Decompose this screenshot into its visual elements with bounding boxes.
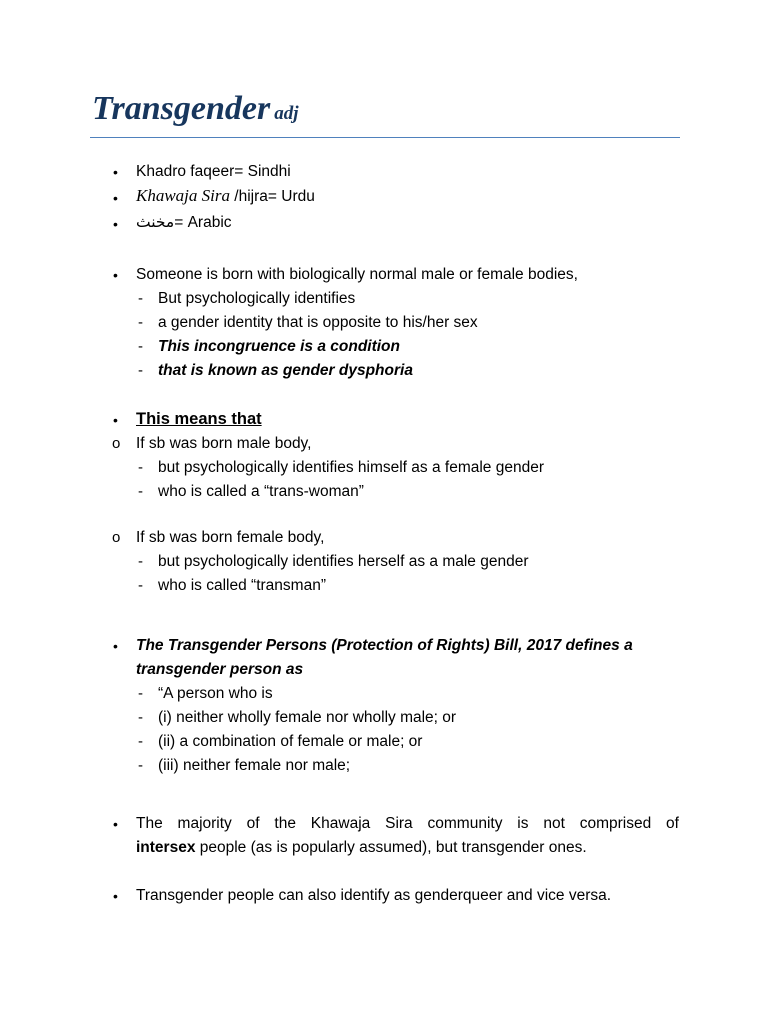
circle-bullet-icon: o bbox=[112, 435, 121, 452]
title-underline bbox=[90, 137, 680, 138]
majority-bold-term: intersex bbox=[136, 839, 196, 856]
case-female-item: who is called “transman” bbox=[158, 577, 326, 594]
bullet-icon: • bbox=[113, 412, 118, 428]
page-title bbox=[92, 92, 298, 126]
bullet-icon: • bbox=[113, 164, 118, 180]
bill-item: (iii) neither female nor male; bbox=[158, 757, 351, 774]
list-item-arabic bbox=[136, 213, 232, 233]
definition-item: that is known as gender dysphoria bbox=[158, 362, 413, 379]
means-heading: This means that bbox=[136, 410, 262, 428]
bullet-icon: • bbox=[113, 216, 118, 232]
genderqueer-text: Transgender people can also identify as genderqueer and vice versa. bbox=[136, 887, 612, 904]
case-male-item: who is called a “trans-woman” bbox=[158, 483, 364, 500]
term-arabic: مخنث bbox=[136, 214, 175, 231]
definition-item: a gender identity that is opposite to his/her sex bbox=[158, 314, 478, 331]
dash-icon: - bbox=[138, 757, 143, 774]
dash-icon: - bbox=[138, 577, 143, 594]
bill-item: (ii) a combination of female or male; or bbox=[158, 733, 423, 750]
bill-line-2: transgender person as bbox=[136, 661, 304, 678]
bullet-icon: • bbox=[113, 638, 118, 654]
list-item-urdu bbox=[136, 186, 315, 207]
bill-item: “A person who is bbox=[158, 685, 273, 702]
majority-paragraph bbox=[136, 812, 679, 860]
term-urdu: Khawaja Sira bbox=[136, 186, 230, 205]
bullet-icon: • bbox=[113, 888, 118, 904]
definition-lead: Someone is born with biologically normal male or female bodies, bbox=[136, 266, 578, 283]
title-part-of-speech: adj bbox=[274, 103, 299, 124]
dash-icon: - bbox=[138, 362, 143, 379]
dash-icon: - bbox=[138, 290, 143, 307]
bill-line-1: The Transgender Persons (Protection of Rights) Bill, 2017 defines a bbox=[136, 637, 633, 654]
bullet-icon: • bbox=[113, 190, 118, 206]
dash-icon: - bbox=[138, 685, 143, 702]
definition-item: This incongruence is a condition bbox=[158, 338, 400, 355]
bullet-icon: • bbox=[113, 267, 118, 283]
majority-rest: people (as is popularly assumed), but transgender ones. bbox=[195, 839, 587, 856]
term-sindhi: Khadro faqeer bbox=[136, 163, 235, 180]
dash-icon: - bbox=[138, 459, 143, 476]
circle-bullet-icon: o bbox=[112, 529, 121, 546]
dash-icon: - bbox=[138, 733, 143, 750]
bill-item: (i) neither wholly female nor wholly male; or bbox=[158, 709, 457, 726]
bullet-icon: • bbox=[113, 816, 118, 832]
lang-urdu: /hijra= Urdu bbox=[230, 188, 315, 205]
dash-icon: - bbox=[138, 483, 143, 500]
dash-icon: - bbox=[138, 553, 143, 570]
majority-line-1: The majority of the Khawaja Sira community is not comprised of bbox=[136, 815, 679, 832]
title-word: Transgender bbox=[92, 90, 271, 127]
list-item-sindhi bbox=[136, 162, 291, 182]
dash-icon: - bbox=[138, 338, 143, 355]
dash-icon: - bbox=[138, 314, 143, 331]
case-female-lead: If sb was born female body, bbox=[136, 529, 325, 546]
case-male-item: but psychologically identifies himself as a female gender bbox=[158, 459, 544, 476]
lang-arabic: = Arabic bbox=[174, 214, 232, 231]
lang-sindhi: = Sindhi bbox=[234, 163, 291, 180]
dash-icon: - bbox=[138, 709, 143, 726]
case-male-lead: If sb was born male body, bbox=[136, 435, 312, 452]
definition-item: But psychologically identifies bbox=[158, 290, 356, 307]
case-female-item: but psychologically identifies herself as a male gender bbox=[158, 553, 529, 570]
